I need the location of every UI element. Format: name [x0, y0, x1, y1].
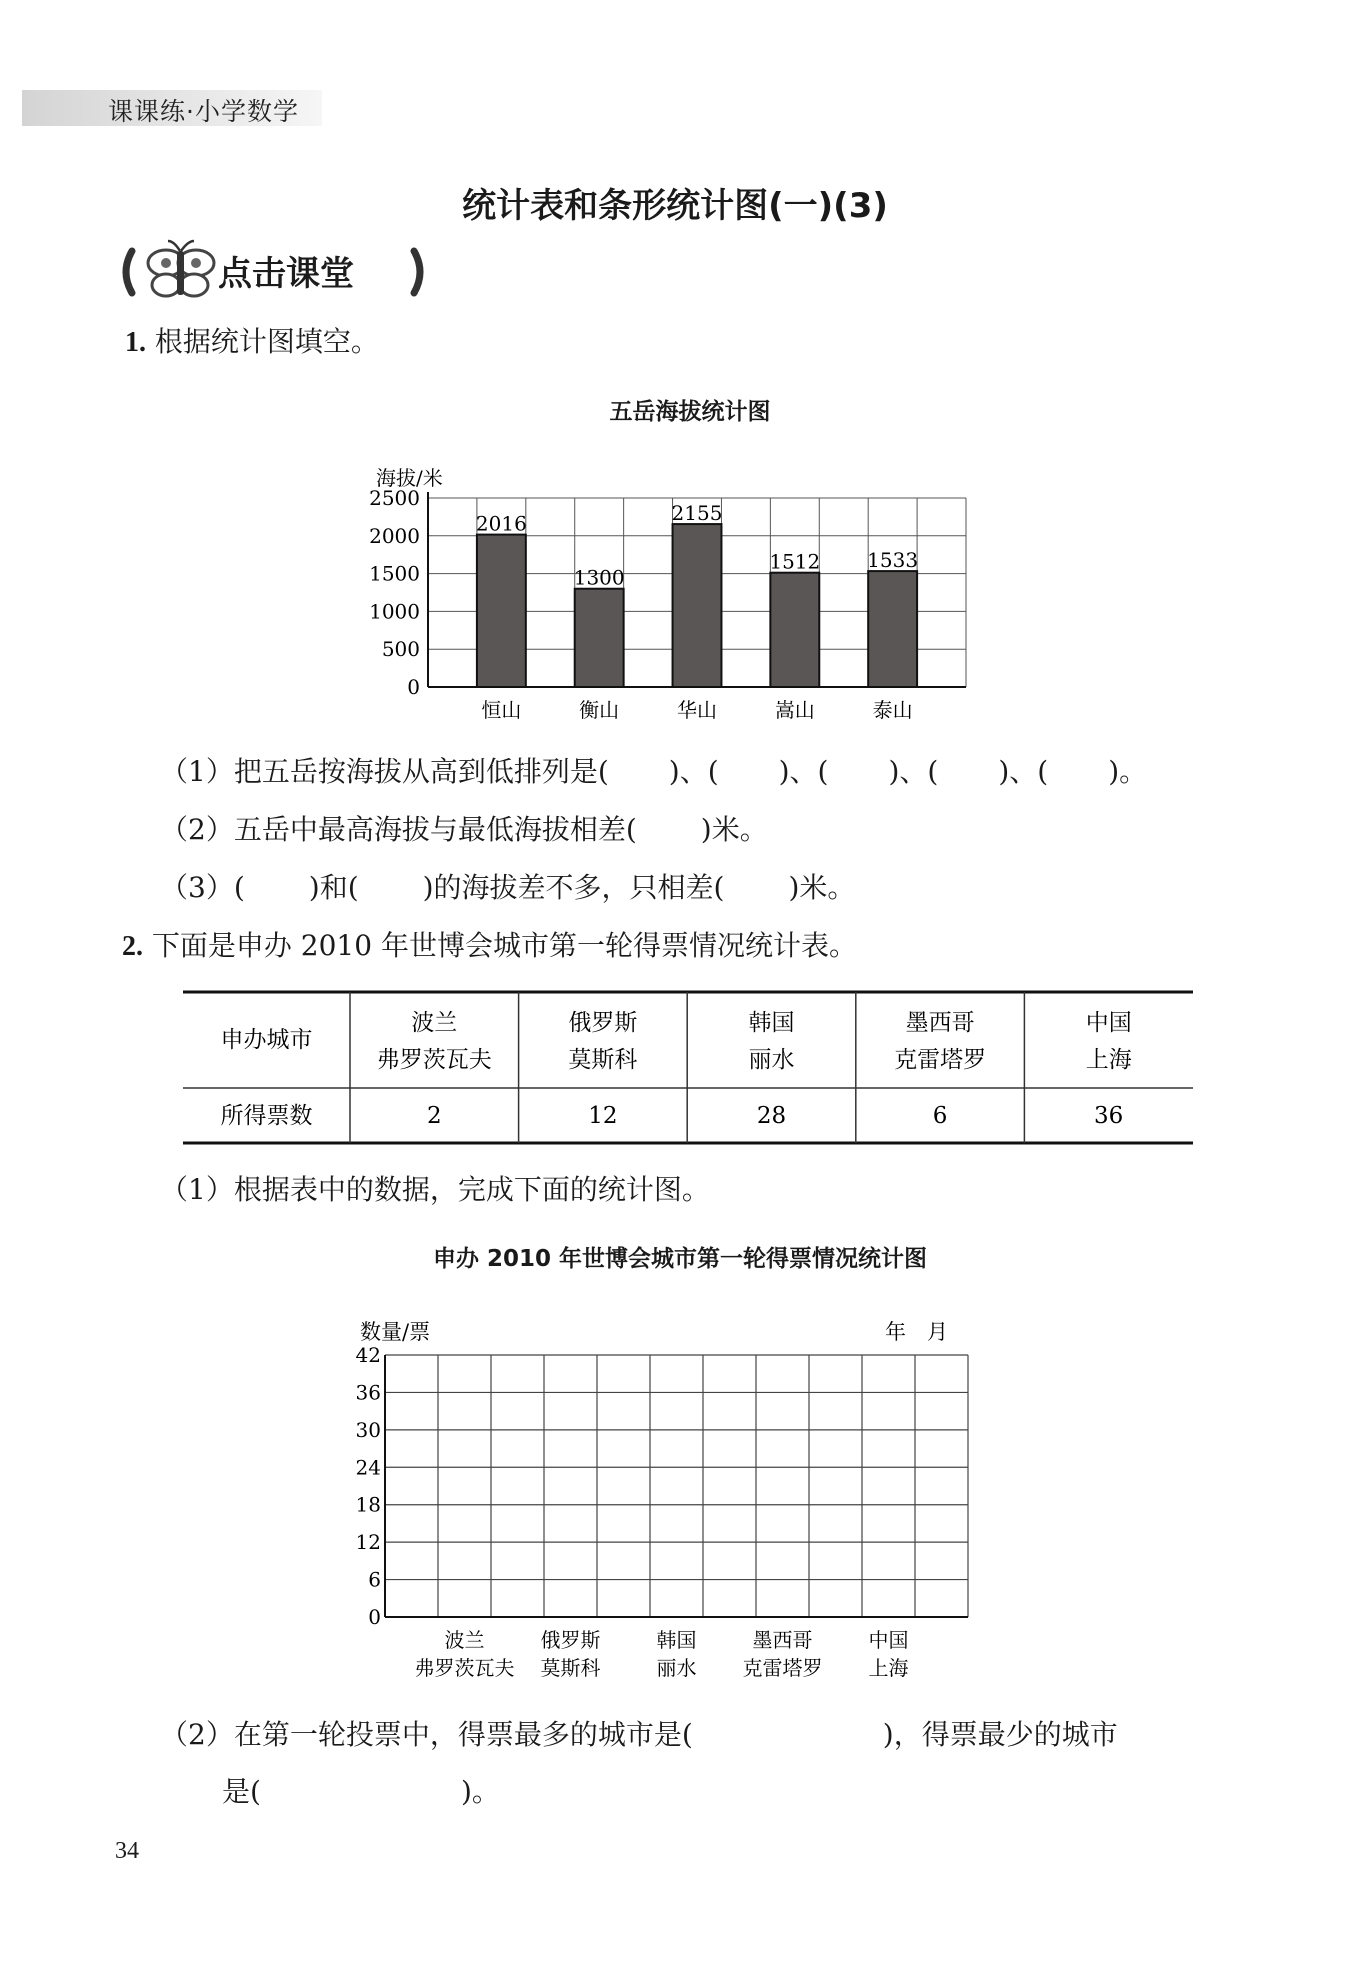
q1-x-tick: 嵩山: [774, 698, 815, 722]
q2-sub1-label: （1）: [160, 1173, 234, 1206]
q2-y-tick: 24: [355, 1455, 381, 1480]
q2-sub1: [160, 1170, 710, 1210]
q2-chart-y-ticks: [356, 1343, 381, 1629]
q1-chart-y-ticks: [369, 486, 420, 699]
q1-y-tick: 2000: [369, 523, 420, 548]
q1-chart-x-ticks: [481, 698, 912, 722]
q2-sub2-text-d: )。: [460, 1775, 500, 1808]
q1-y-tick: 2500: [369, 486, 420, 510]
q1-data-label: 1533: [867, 548, 919, 573]
vote-table-cells: [221, 1010, 1132, 1129]
q1-bar: [477, 535, 526, 687]
q2-chart-ylabel: 数量/票: [360, 1320, 431, 1344]
q1-sub1-end: )。: [1108, 755, 1148, 788]
q1-sub3: [160, 868, 855, 908]
q1-number: 1.: [125, 327, 146, 358]
q2-chart-x-ticks: [415, 1628, 909, 1680]
q2-sub2-text-a: 在第一轮投票中，得票最多的城市是(: [233, 1718, 693, 1751]
table-header-label: 申办城市: [220, 1027, 313, 1053]
q1-y-tick: 1500: [369, 561, 420, 586]
table-city-line1: 中国: [1085, 1010, 1132, 1036]
table-city-line2: 莫斯科: [568, 1047, 638, 1073]
q1-sub1-sep-2: )、(: [778, 755, 829, 788]
q2-sub1-text: 根据表中的数据，完成下面的统计图。: [233, 1173, 710, 1206]
banner-right-bracket: [414, 251, 420, 293]
q2-x-tick-line2: 上海: [868, 1656, 909, 1680]
q2-y-tick: 12: [355, 1530, 381, 1555]
q1-sub3-a: (: [233, 871, 245, 904]
table-vote-cell: 6: [932, 1103, 948, 1129]
q2-x-tick-line1: 墨西哥: [752, 1628, 813, 1652]
table-city-line2: 丽水: [748, 1047, 795, 1073]
q2-text: 下面是申办 2010 年世博会城市第一轮得票情况统计表。: [151, 929, 857, 962]
q1-chart-bars: [477, 524, 917, 687]
q1-sub1: [160, 752, 1147, 792]
section-banner-label: 点击课堂: [218, 254, 354, 294]
q2-x-tick-line2: 丽水: [656, 1656, 697, 1680]
table-city-line2: 上海: [1085, 1047, 1132, 1073]
butterfly-icon: [148, 241, 214, 296]
table-city-line1: 波兰: [411, 1010, 458, 1036]
q2-sub2-line1: [160, 1715, 1118, 1755]
q1-sub1-label: （1）: [160, 755, 234, 788]
q1-sub3-b: )和(: [308, 871, 359, 904]
table-city-line1: 韩国: [748, 1010, 795, 1036]
q2-x-tick-line1: 波兰: [444, 1628, 485, 1652]
q1-sub1-sep-4: )、(: [998, 755, 1049, 788]
q2-x-tick-line2: 弗罗茨瓦夫: [414, 1656, 515, 1680]
q1-data-label: 1512: [769, 549, 821, 574]
q1-sub1-sep-3: )、(: [888, 755, 939, 788]
q1-text: 根据统计图填空。: [154, 325, 379, 358]
q2-chart-date-label: 年 月: [885, 1320, 948, 1344]
q1-y-tick: 1000: [369, 599, 420, 624]
q1-sub3-d: )米。: [788, 871, 856, 904]
q1-sub1-sep-1: )、(: [668, 755, 719, 788]
q2-y-tick: 36: [355, 1380, 381, 1405]
q1-chart-title: 五岳海拔统计图: [609, 399, 771, 425]
q1-sub2-text-a: 五岳中最高海拔与最低海拔相差(: [233, 813, 637, 846]
q1-data-label: 2155: [671, 501, 723, 526]
table-votes-label: 所得票数: [220, 1103, 313, 1129]
q2-y-tick: 30: [355, 1417, 381, 1442]
q2-chart-grid: [385, 1355, 968, 1617]
q1-bar: [770, 573, 819, 687]
table-vote-cell: 2: [426, 1103, 442, 1129]
q2-y-tick: 6: [368, 1567, 381, 1592]
q1-x-tick: 泰山: [872, 698, 913, 722]
q1-y-tick: 500: [381, 637, 420, 662]
q1-sub1-text: 把五岳按海拔从高到低排列是(: [233, 755, 609, 788]
q1-x-tick: 华山: [677, 698, 717, 722]
table-city-line2: 弗罗茨瓦夫: [376, 1047, 492, 1073]
q2-chart-title: 申办 2010 年世博会城市第一轮得票情况统计图: [432, 1246, 928, 1272]
vote-table-lines: [183, 992, 1193, 1143]
q2-sub2-text-b: )，得票最少的城市: [882, 1718, 1118, 1751]
q1-sub2-text-b: )米。: [700, 813, 768, 846]
q2-y-tick: 42: [355, 1343, 381, 1367]
q1-x-tick: 衡山: [579, 698, 620, 722]
q1-sub2-label: （2）: [160, 813, 234, 846]
q2-x-tick-line2: 克雷塔罗: [742, 1656, 823, 1680]
q1-bar: [575, 589, 624, 687]
page-number: 34: [115, 1838, 139, 1864]
q2-sub2-line2: [222, 1772, 500, 1812]
q2-x-tick-line2: 莫斯科: [540, 1656, 601, 1680]
q1-sub2: [160, 810, 768, 850]
table-vote-cell: 28: [756, 1103, 787, 1129]
q2-y-tick: 0: [368, 1605, 381, 1629]
q2-x-tick-line1: 韩国: [656, 1628, 697, 1652]
q1-y-tick: 0: [407, 675, 420, 699]
q2-sub2-label: （2）: [160, 1718, 234, 1751]
q1-chart-ylabel: 海拔/米: [376, 466, 443, 490]
q1-prompt: [125, 322, 379, 363]
q1-bar: [673, 524, 722, 687]
banner-left-bracket: [126, 251, 132, 293]
q2-sub2-text-c: 是(: [222, 1775, 261, 1808]
book-title: 课课练·小学数学: [108, 97, 299, 126]
q2-prompt: [122, 926, 857, 967]
table-vote-cell: 36: [1094, 1103, 1124, 1129]
q2-x-tick-line1: 中国: [868, 1628, 909, 1652]
table-city-line1: 墨西哥: [905, 1010, 975, 1036]
q2-chart: [340, 1315, 1000, 1700]
q1-sub3-label: （3）: [160, 871, 234, 904]
vote-table: [183, 990, 1193, 1145]
q2-number: 2.: [122, 931, 143, 962]
q1-sub3-c: )的海拔差不多，只相差(: [422, 871, 725, 904]
table-city-line2: 克雷塔罗: [894, 1047, 987, 1073]
table-vote-cell: 12: [588, 1103, 618, 1129]
q2-x-tick-line1: 俄罗斯: [540, 1628, 601, 1652]
q1-data-label: 1300: [573, 565, 625, 590]
page-title: 统计表和条形统计图(一)(3): [462, 186, 888, 226]
q1-chart: [360, 455, 980, 745]
q1-x-tick: 恒山: [481, 698, 522, 722]
q2-y-tick: 18: [355, 1492, 381, 1517]
q1-data-label: 2016: [475, 511, 527, 536]
q1-bar: [868, 571, 917, 687]
table-city-line1: 俄罗斯: [568, 1010, 638, 1036]
